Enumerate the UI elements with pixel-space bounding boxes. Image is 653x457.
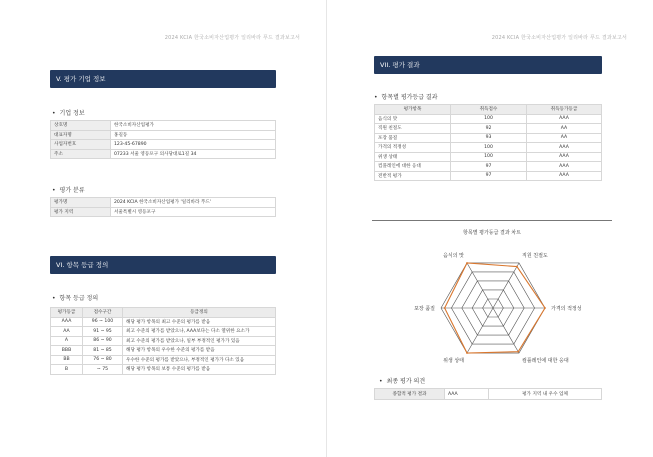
- grade-cell: AA: [51, 327, 83, 337]
- eval-class-heading: • 평가 분류: [52, 185, 85, 194]
- radar-chart-panel: [372, 220, 612, 380]
- row-value: 123-45-67890: [111, 140, 276, 150]
- range-cell: 76 ~ 80: [83, 355, 123, 365]
- score-cell: 93: [451, 133, 527, 143]
- grade-def-table: [50, 307, 276, 375]
- item-col-header: 평가항목: [375, 105, 451, 115]
- page-header: 2024 KCIA 한국소비자산업평가 일리바라 푸드 결과보고서: [164, 35, 300, 41]
- radar-axis-label: 직원 친절도: [522, 252, 548, 259]
- final-note: 평가 지역 내 우수 업체: [489, 389, 602, 400]
- row-value: 07233 서울 영등포구 의사당대로1길 34: [111, 149, 276, 159]
- table-row: [375, 133, 602, 143]
- range-cell: 96 ~ 100: [83, 317, 123, 327]
- grade-cell: AAA: [527, 114, 602, 124]
- radar-spoke: [467, 263, 493, 308]
- grade-cell: B: [51, 365, 83, 375]
- table-row: [51, 198, 276, 208]
- table-row: [51, 346, 276, 356]
- section-7-title: VII. 평가 결과: [374, 56, 602, 74]
- item-cell: 가격의 적정성: [375, 143, 451, 153]
- range-col-header: 점수구간: [83, 308, 123, 318]
- grade-cell: AAA: [527, 162, 602, 172]
- item-cell: 전반적 평가: [375, 171, 451, 181]
- definition-cell: 해당 평가 항목의 보통 수준의 평가를 받음: [123, 365, 276, 375]
- row-label: 상호명: [51, 121, 111, 131]
- table-row: [375, 124, 602, 134]
- table-row: [51, 207, 276, 217]
- row-value: 한국소비자산업평가: [111, 121, 276, 131]
- table-row: [375, 171, 602, 181]
- table-row: [51, 365, 276, 375]
- definition-col-header: 등급정의: [123, 308, 276, 318]
- section-5-title: V. 평가 기업 정보: [50, 70, 276, 88]
- company-info-table: [50, 120, 276, 159]
- row-label: 사업자번호: [51, 140, 111, 150]
- definition-cell: 최고 수준의 평가를 받았으나, 일부 부정적인 평가가 있음: [123, 336, 276, 346]
- table-row: [375, 152, 602, 162]
- grade-cell: BBB: [51, 346, 83, 356]
- results-table: [374, 104, 602, 181]
- radar-axis-label: 위생 상태: [443, 358, 464, 365]
- item-cell: 직원 친절도: [375, 124, 451, 134]
- final-opinion-table: [374, 388, 602, 400]
- grade-cell: AAA: [527, 152, 602, 162]
- score-cell: 92: [451, 124, 527, 134]
- radar-axis-label: 포장 품질: [414, 306, 435, 312]
- grade-cell: BB: [51, 355, 83, 365]
- score-col-header: 취득점수: [451, 105, 527, 115]
- row-value: 홍길동: [111, 130, 276, 140]
- row-label: 평가 지역: [51, 207, 111, 217]
- radar-data-point: [517, 351, 519, 353]
- definition-cell: 우수한 수준의 평가를 받았으나, 부정적인 평가가 다소 있음: [123, 355, 276, 365]
- grade-cell: AAA: [527, 143, 602, 153]
- table-row: [375, 114, 602, 124]
- range-cell: ~ 75: [83, 365, 123, 375]
- radar-data-point: [466, 262, 468, 264]
- grade-cell: AA: [527, 133, 602, 143]
- range-cell: 81 ~ 85: [83, 346, 123, 356]
- table-row: [51, 355, 276, 365]
- grade-cell: AA: [527, 124, 602, 134]
- radar-axis-label: 컴플레인에 대한 응대: [522, 358, 569, 365]
- radar-spoke: [467, 308, 493, 353]
- chart-title: 항목별 평가등급 결과 차트: [463, 230, 521, 236]
- table-row: [51, 336, 276, 346]
- item-cell: 위생 상태: [375, 152, 451, 162]
- final-label: 종합적 평가 결과: [375, 389, 445, 400]
- item-cell: 컴플레인에 대한 응대: [375, 162, 451, 172]
- section-6-title: VI. 항목 등급 정의: [50, 256, 276, 274]
- table-row: [375, 162, 602, 172]
- score-cell: 100: [451, 143, 527, 153]
- grade-cell: AAA: [51, 317, 83, 327]
- left-page: [0, 0, 326, 457]
- definition-cell: 해당 평가 항목의 우수한 수준의 평가를 받음: [123, 346, 276, 356]
- company-info-heading: • 기업 정보: [52, 108, 85, 117]
- radar-data-point: [544, 307, 546, 309]
- definition-cell: 최고 수준의 평가를 받았으나, AAA보다는 다소 열위한 요소가: [123, 327, 276, 337]
- row-value: 서울특별시 영등포구: [111, 207, 276, 217]
- row-value: 2024 KCIA 한국소비자산업평가 '일리바라 푸드': [111, 198, 276, 208]
- item-cell: 음식의 맛: [375, 114, 451, 124]
- table-row: [51, 130, 276, 140]
- radar-chart: [372, 221, 612, 381]
- range-cell: 86 ~ 90: [83, 336, 123, 346]
- table-row: [51, 121, 276, 131]
- table-row: [51, 140, 276, 150]
- right-page: [327, 0, 653, 457]
- score-cell: 97: [451, 171, 527, 181]
- table-row: [375, 143, 602, 153]
- eval-class-table: [50, 197, 276, 217]
- definition-cell: 해당 평가 항목의 최고 수준의 평가를 받음: [123, 317, 276, 327]
- radar-axis-label: 가격의 적정성: [551, 306, 582, 312]
- row-label: 대표자명: [51, 130, 111, 140]
- radar-axis-label: 음식의 맛: [443, 252, 464, 259]
- score-cell: 100: [451, 152, 527, 162]
- score-cell: 100: [451, 114, 527, 124]
- final-grade: AAA: [445, 389, 489, 400]
- grade-cell: AAA: [527, 171, 602, 181]
- grade-col-header: 취득등가등급: [527, 105, 602, 115]
- final-heading: • 최종 평가 의견: [379, 376, 425, 385]
- radar-data-point: [516, 266, 518, 268]
- grade-def-heading: • 항목 등급 정의: [52, 293, 98, 302]
- table-row: [51, 149, 276, 159]
- item-cell: 포장 품질: [375, 133, 451, 143]
- radar-data-point: [466, 352, 468, 354]
- radar-spoke: [493, 308, 519, 353]
- results-heading: • 항목별 평가등급 결과: [374, 92, 438, 101]
- row-label: 주소: [51, 149, 111, 159]
- grade-col-header: 평가등급: [51, 308, 83, 318]
- range-cell: 91 ~ 95: [83, 327, 123, 337]
- radar-data-point: [444, 307, 446, 309]
- table-row: [51, 327, 276, 337]
- page-header: 2024 KCIA 한국소비자산업평가 일리바라 푸드 결과보고서: [491, 35, 627, 41]
- row-label: 평가명: [51, 198, 111, 208]
- score-cell: 97: [451, 162, 527, 172]
- grade-cell: A: [51, 336, 83, 346]
- radar-spoke: [493, 263, 519, 308]
- table-row: [51, 317, 276, 327]
